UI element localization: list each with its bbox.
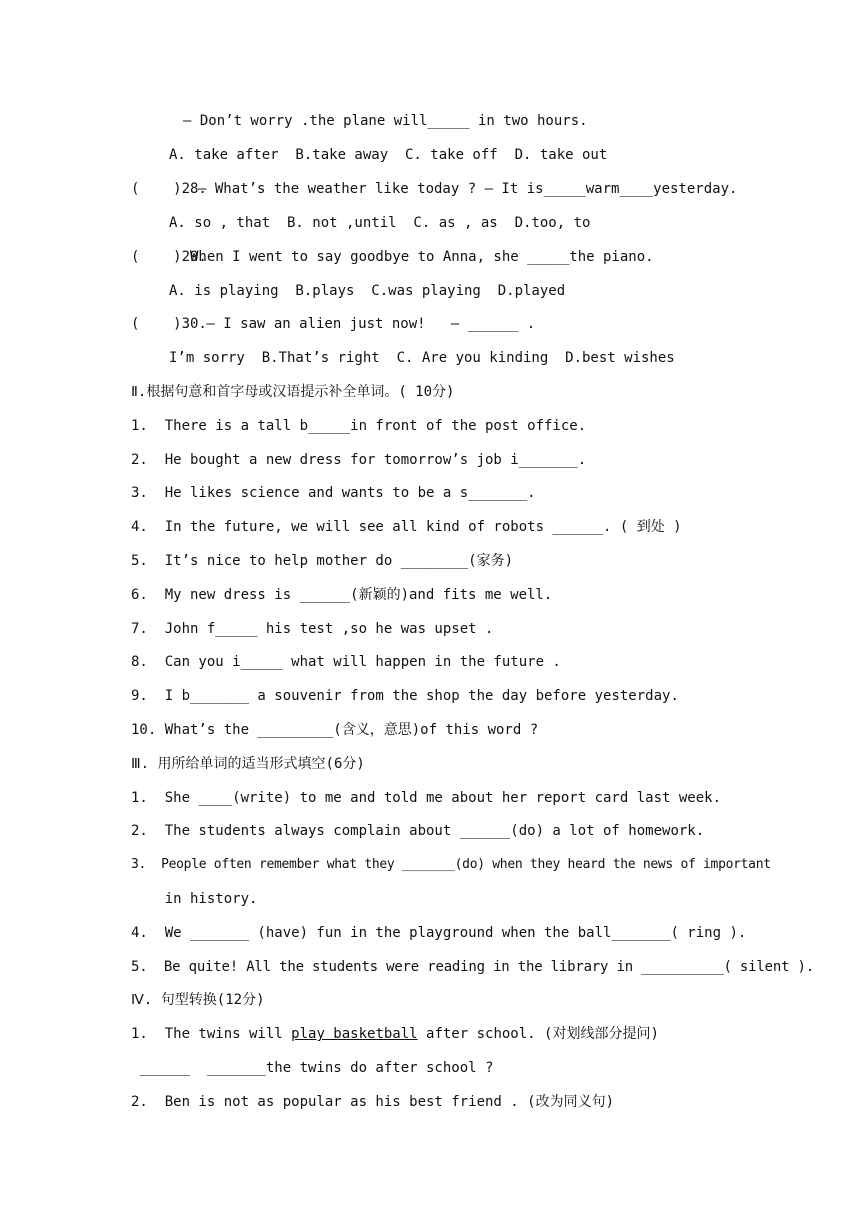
section2-item: 7. John f_____ his test ,so he was upset .: [131, 621, 494, 637]
q27-options: A. take after B.take away C. take off D. take out: [169, 147, 608, 163]
section2-item: 2. He bought a new dress for tomorrow’s job i_______.: [131, 452, 587, 468]
section3-item: 5. Be quite! All the students were reading in the library in __________( silent ).: [131, 959, 814, 975]
section2-item: 10. What’s the _________(含义，意思)of this word ?: [131, 722, 539, 738]
q30-options: I’m sorry B.That’s right C. Are you kinding D.best wishes: [169, 350, 675, 366]
section2-item: 8. Can you i_____ what will happen in the future .: [131, 654, 561, 670]
section2-item: 4. In the future, we will see all kind of robots ______. ( 到处 ): [131, 519, 682, 535]
section2-item: 3. He likes science and wants to be a s_______.: [131, 485, 536, 501]
section3-heading: Ⅲ. 用所给单词的适当形式填空(6分): [131, 756, 365, 772]
q1-prefix: 1. The twins will: [131, 1026, 292, 1042]
section3-item: 1. She ____(write) to me and told me about her report card last week.: [131, 790, 722, 806]
section2-heading: Ⅱ.根据句意和首字母或汉语提示补全单词。( 10分): [131, 384, 455, 400]
section3-item-continuation: in history.: [131, 891, 258, 907]
q28-options: A. so , that B. not ,until C. as , as D.too, to: [169, 215, 591, 231]
q1-suffix: after school. (对划线部分提问): [417, 1026, 659, 1042]
section2-item: 9. I b_______ a souvenir from the shop the day before yesterday.: [131, 688, 679, 704]
q28-stem: — What’s the weather like today ? — It is_____warm____yesterday.: [198, 181, 738, 197]
section2-item: 1. There is a tall b_____in front of the post office.: [131, 418, 587, 434]
section4-question-2: 2. Ben is not as popular as his best friend . (改为同义句): [131, 1094, 615, 1110]
q28-paren: ( )28.: [131, 181, 207, 197]
section3-item: 3. People often remember what they _______(do) when they heard the news of important: [131, 857, 771, 872]
section4-answer-line: ______ _______the twins do after school ?: [131, 1060, 494, 1076]
q30-stem: — I saw an alien just now! — ______ .: [198, 316, 536, 332]
section3-item: 4. We _______ (have) fun in the playground when the ball_______( ring ).: [131, 925, 747, 941]
section3-item: 2. The students always complain about ______(do) a lot of homework.: [131, 823, 705, 839]
q29-paren: ( )29.: [131, 249, 207, 265]
section2-item: 6. My new dress is ______(新颖的)and fits me well.: [131, 587, 553, 603]
section4-heading: Ⅳ. 句型转换(12分): [131, 992, 265, 1008]
q1-underlined-phrase: play basketball: [291, 1026, 418, 1042]
q27-stem: — Don’t worry .the plane will_____ in two hours.: [183, 113, 588, 129]
q30-paren: ( )30.: [131, 316, 207, 332]
section2-item: 5. It’s nice to help mother do ________(家务): [131, 553, 514, 569]
q29-options: A. is playing B.plays C.was playing D.played: [169, 283, 566, 299]
section4-question-1: [131, 1024, 659, 1044]
q29-stem: When I went to say goodbye to Anna, she _____the piano.: [190, 249, 654, 265]
